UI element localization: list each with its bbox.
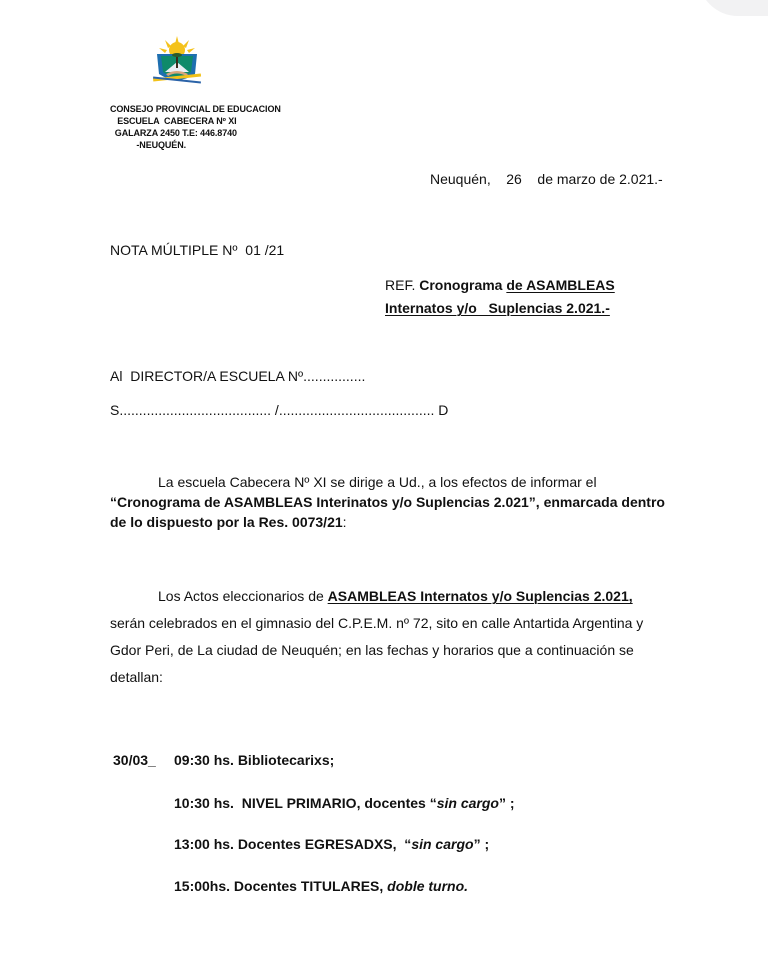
schedule-item-after: ” ; — [473, 836, 490, 852]
reference-line-2: Internatos y/o Suplencias 2.021.- — [385, 300, 610, 316]
letterhead-line: CONSEJO PROVINCIAL DE EDUCACION — [110, 104, 281, 114]
nota-number: NOTA MÚLTIPLE Nº 01 /21 — [110, 242, 285, 258]
schedule-item-after: ” ; — [498, 795, 515, 811]
schedule-date: 30/03_ — [113, 752, 156, 768]
salutation-line: S....................................... /........................................ D — [110, 402, 449, 418]
schedule-item-italic: doble turno. — [387, 878, 469, 894]
paragraph-intro-end: : — [342, 514, 347, 530]
paragraph-acts — [110, 583, 670, 691]
schedule-item-italic: sin cargo — [436, 795, 499, 811]
neuquen-coat-of-arms-icon — [151, 34, 203, 88]
schedule-item-text: 09:30 hs. Bibliotecarixs; — [174, 752, 335, 768]
schedule-item-text: 10:30 hs. NIVEL PRIMARIO, docentes “ — [174, 795, 437, 811]
paragraph-intro-plain: La escuela Cabecera Nº XI se dirige a Ud., a los efectos de informar el — [158, 474, 597, 490]
schedule-item — [174, 836, 489, 852]
paragraph-intro-bold: “Cronograma de ASAMBLEAS Interinatos y/o Suplencias 2.021”, enmarcada dentro de lo dispuesto por la Res. 0073/21 — [110, 494, 665, 530]
schedule-item — [174, 878, 468, 894]
schedule-item-text: 15:00hs. Docentes TITULARES, — [174, 878, 388, 894]
ref-underlined: de ASAMBLEAS — [506, 277, 615, 293]
paragraph-acts-start: Los Actos eleccionarios de — [158, 588, 328, 604]
page-corner-shadow — [698, 0, 768, 16]
paragraph-intro — [110, 472, 670, 532]
letterhead-line: GALARZA 2450 T.E: 446.8740 — [110, 128, 237, 138]
schedule-item-text: 13:00 hs. Docentes EGRESADXS, “ — [174, 836, 412, 852]
letterhead — [110, 103, 281, 151]
ref-bold: Cronograma — [419, 277, 507, 293]
reference-line-1 — [385, 277, 615, 293]
paragraph-acts-emph: ASAMBLEAS Internatos y/o Suplencias 2.021, — [327, 588, 633, 604]
date-line: Neuquén, 26 de marzo de 2.021.- — [430, 171, 663, 187]
schedule-item — [174, 752, 334, 768]
letterhead-line: ESCUELA CABECERA Nº XI — [110, 116, 237, 126]
schedule-item — [174, 795, 515, 811]
letterhead-line: -NEUQUÉN. — [110, 140, 187, 150]
paragraph-acts-end: serán celebrados en el gimnasio del C.P.E.M. nº 72, sito en calle Antartida Argentina y Gdor Peri, de La ciudad de Neuquén; en las fechas y horarios que a continuación se detallan: — [110, 615, 644, 685]
recipient-line: Al DIRECTOR/A ESCUELA Nº................ — [110, 368, 366, 384]
schedule-item-italic: sin cargo — [411, 836, 474, 852]
ref-prefix: REF. — [385, 277, 420, 293]
